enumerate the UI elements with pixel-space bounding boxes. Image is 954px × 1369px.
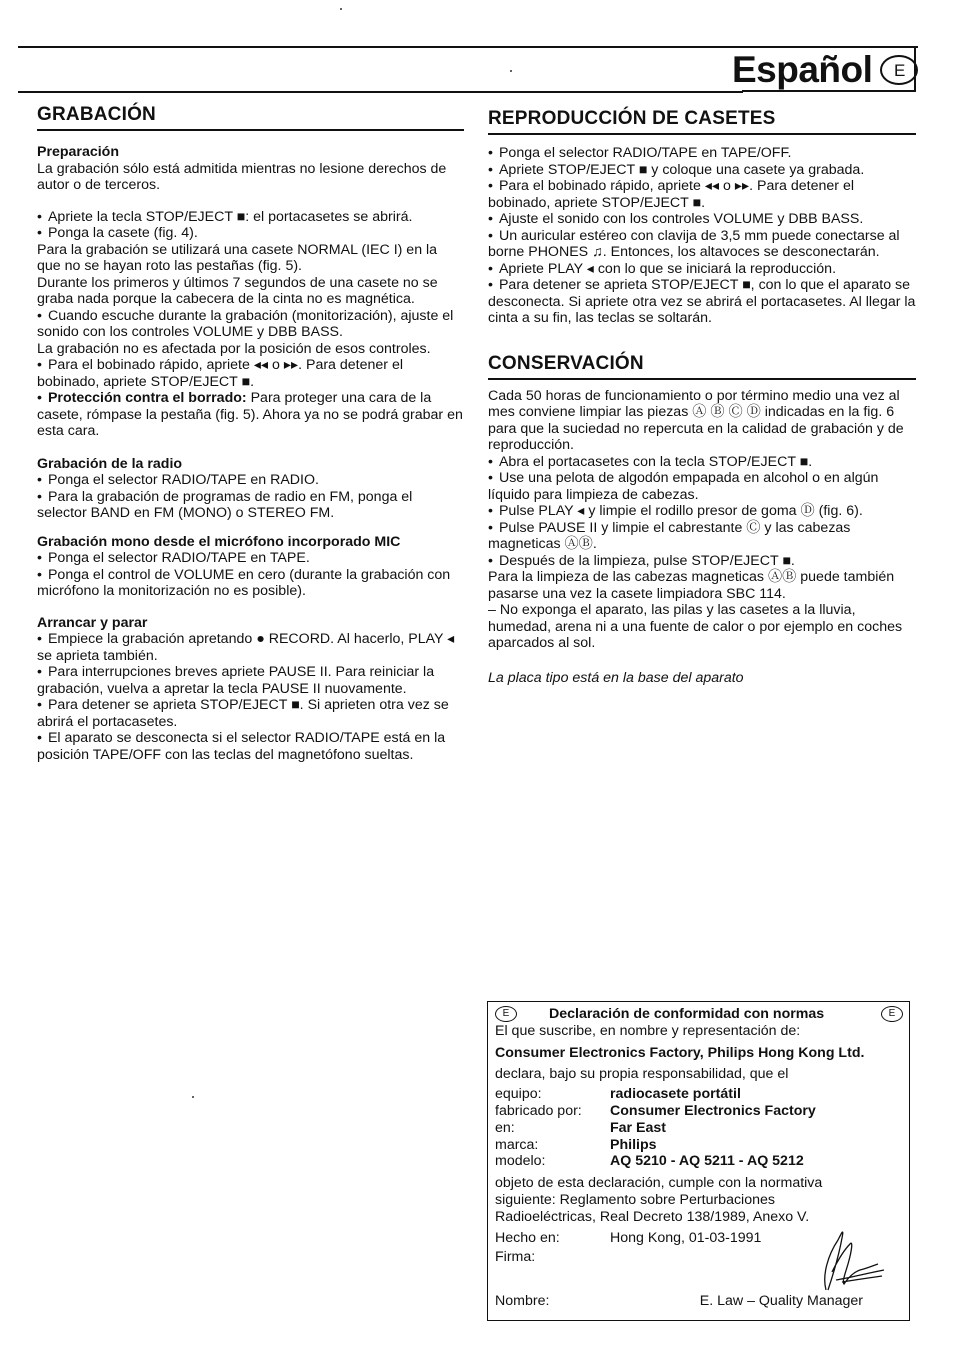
bullet-item: • Para interrupciones breves apriete PAUSE II. Para reiniciar la grabación, vuelva a apretar la tecla PAUSE II nuovamente. [37,664,464,697]
subheading-arrancar: Arrancar y parar [37,614,148,631]
bullet-item: • Para detener se aprieta STOP/EJECT ■. Si aprieten otra vez se abrirá el portacasetes. [37,697,464,730]
declaration-row-value: Consumer Electronics Factory [610,1102,816,1119]
bullet-item: • Pulse PAUSE II y limpie el cabrestante Ⓒ y las cabezas magneticas ⒶⒷ. [488,520,916,553]
bullet-item [37,390,464,440]
bullet-item: • Empiece la grabación apretando ● RECORD. Al hacerlo, PLAY ◂ se aprieta también. [37,631,464,664]
bullet-item: • Ponga el selector RADIO/TAPE en TAPE. [37,550,464,567]
bullet-item: • Abra el portacasetes con la tecla STOP/EJECT ■. [488,454,916,471]
bullet-item: • Pulse PLAY ◂ y limpie el rodillo presor de goma Ⓓ (fig. 6). [488,503,916,520]
declaration-row-label: fabricado por: [495,1102,582,1119]
scan-speck [192,1096,194,1098]
declaration-line: declara, bajo su propia responsabilidad, que el [495,1066,789,1083]
bullet-item: • Ajuste el sonido con los controles VOLUME y DBB BASS. [488,211,916,228]
declaration-normativa: objeto de esta declaración, cumple con la normativa siguiente: Reglamento sobre Perturbaciones Radioeléctricas, Real Decreto 138/1989, Anexo V. [495,1175,823,1225]
declaration-row [495,1137,903,1154]
declaration-row-value: AQ 5210 - AQ 5211 - AQ 5212 [610,1153,804,1170]
bullet-item: • Para el bobinado rápido, apriete ◂◂ o ▸▸. Para detener el bobinado, apriete STOP/EJECT ■. [488,178,916,211]
name-label: Nombre: [495,1293,550,1310]
bullet-item: • Use una pelota de algodón empapada en alcohol o en algún líquido para limpieza de cabezas. [488,470,916,503]
bullet-item: • Apriete PLAY ◂ con lo que se iniciará la reproducción. [488,261,916,278]
signature-label: Firma: [495,1249,536,1266]
badge-e-icon: E [495,1006,517,1022]
paragraph: Para la limpieza de las cabezas magneticas ⒶⒷ puede también pasarse una vez la casete limpiadora SBC 114. [488,569,895,602]
subheading-radio: Grabación de la radio [37,455,183,472]
language-badge-icon: E [880,55,918,85]
bold-label: Protección contra el borrado: [47,390,247,406]
declaration-row-label: marca: [495,1136,539,1153]
declaration-line: El que suscribe, en nombre y representación de: [495,1022,801,1039]
declaration-row-value: Philips [610,1136,657,1153]
declaration-company: Consumer Electronics Factory, Philips Hong Kong Ltd. [495,1044,865,1061]
bullet-item: • Ponga el selector RADIO/TAPE en RADIO. [37,472,464,489]
bullet-item: • Para la grabación de programas de radio en FM, ponga el selector BAND en FM (MONO) o STEREO FM. [37,489,464,522]
bullet-item: • Para el bobinado rápido, apriete ◂◂ o ▸▸. Para detener el bobinado, apriete STOP/EJECT ■. [37,357,464,390]
declaration-row [495,1120,903,1137]
made-label: Hecho en: [495,1229,560,1246]
bullet-item: • El aparato se desconecta si el selector RADIO/TAPE está en la posición TAPE/OFF con las teclas del magnetófono sueltas. [37,730,464,763]
declaration-row [495,1153,903,1170]
subheading-preparacion: Preparación [37,144,120,160]
subheading-mic: Grabación mono desde el micrófono incorporado MIC [37,533,401,550]
paragraph: – No exponga el aparato, las pilas y las casetes a la lluvia, humedad, arena ni a una fuente de calor o por ejemplo en coches aparcados al sol. [488,602,903,651]
bullet-item: • Un auricular estéreo con clavija de 3,5 mm puede conectarse al borne PHONES ♫. Entonces, los altavoces se desconectarán. [488,228,916,261]
bullet-item: • Ponga el selector RADIO/TAPE en TAPE/OFF. [488,145,916,162]
paragraph: Durante los primeros y últimos 7 segundos de una casete no se graba nada porque la cabecera de la cinta no es magnética. [37,274,438,307]
declaration-row-label: equipo: [495,1086,542,1103]
declaration-details [495,1086,903,1170]
made-value: Hong Kong, 01-03-1991 [610,1229,762,1246]
declaration-row [495,1086,903,1103]
declaration-row-label: en: [495,1119,515,1136]
paragraph: La grabación sólo está admitida mientras no lesione derechos de autor o de terceros. [37,160,447,193]
name-value: E. Law – Quality Manager [699,1293,863,1310]
declaration-title: Declaración de conformidad con normas [549,1006,825,1022]
bullet-item: • Después de la limpieza, pulse STOP/EJECT ■. [488,553,916,570]
bullet-item: • Apriete la tecla STOP/EJECT ■: el portacasetes se abrirá. [37,209,464,226]
section-heading-conservacion: CONSERVACIÓN [488,353,916,380]
badge-e-icon: E [881,1006,903,1022]
left-column [37,104,464,763]
declaration-row-value: radiocasete portátil [610,1086,741,1103]
declaration-row [495,1103,903,1120]
bullet-item: • Para detener se aprieta STOP/EJECT ■, con lo que el aparato se desconecta. Si apriete otra vez se abrirá el portacasetes. Al llegar la cinta a su fin, las teclas se soltarán. [488,277,916,327]
header-rule [18,91,743,93]
section-heading-grabacion: GRABACIÓN [37,104,464,131]
scan-speck [340,8,342,10]
bullet-item: • Ponga el control de VOLUME en cero (durante la grabación con micrófono la monitorización no es posible). [37,567,464,600]
paragraph: Cada 50 horas de funcionamiento o por término medio una vez al mes conviene limpiar las piezas Ⓐ Ⓑ Ⓒ Ⓓ indicadas en la fig. 6 para que la suciedad no repercuta en la calidad de grabación y de reproducción. [488,387,904,453]
handwritten-signature [798,1220,888,1300]
declaration-box [487,1001,910,1321]
page-title [732,50,918,90]
bullet-item: • Ponga la casete (fig. 4). [37,225,464,242]
paragraph: Para la grabación se utilizará una casete NORMAL (IEC I) en la que no se hayan roto las pestañas (fig. 5). [37,241,438,274]
declaration-row-value: Far East [610,1119,666,1136]
scan-speck [510,70,512,72]
bullet-text: Para proteger una cara de la casete, rómpase la pestaña (fig. 5). Ahora ya no se podrá grabar en esta cara. [37,390,463,439]
declaration-row-label: modelo: [495,1153,546,1170]
language-title: Español [732,49,873,90]
type-plate-note: La placa tipo está en la base del aparato [488,669,744,686]
right-column [488,108,916,686]
declaration-header [495,1006,903,1023]
paragraph: La grabación no es afectada por la posición de esos controles. [37,340,431,357]
bullet-item: • Apriete STOP/EJECT ■ y coloque una casete ya grabada. [488,162,916,179]
section-heading-reproduccion: REPRODUCCIÓN DE CASETES [488,108,916,135]
bullet-item: • Cuando escuche durante la grabación (monitorización), ajuste el sonido con los controles VOLUME y DBB BASS. [37,308,464,341]
